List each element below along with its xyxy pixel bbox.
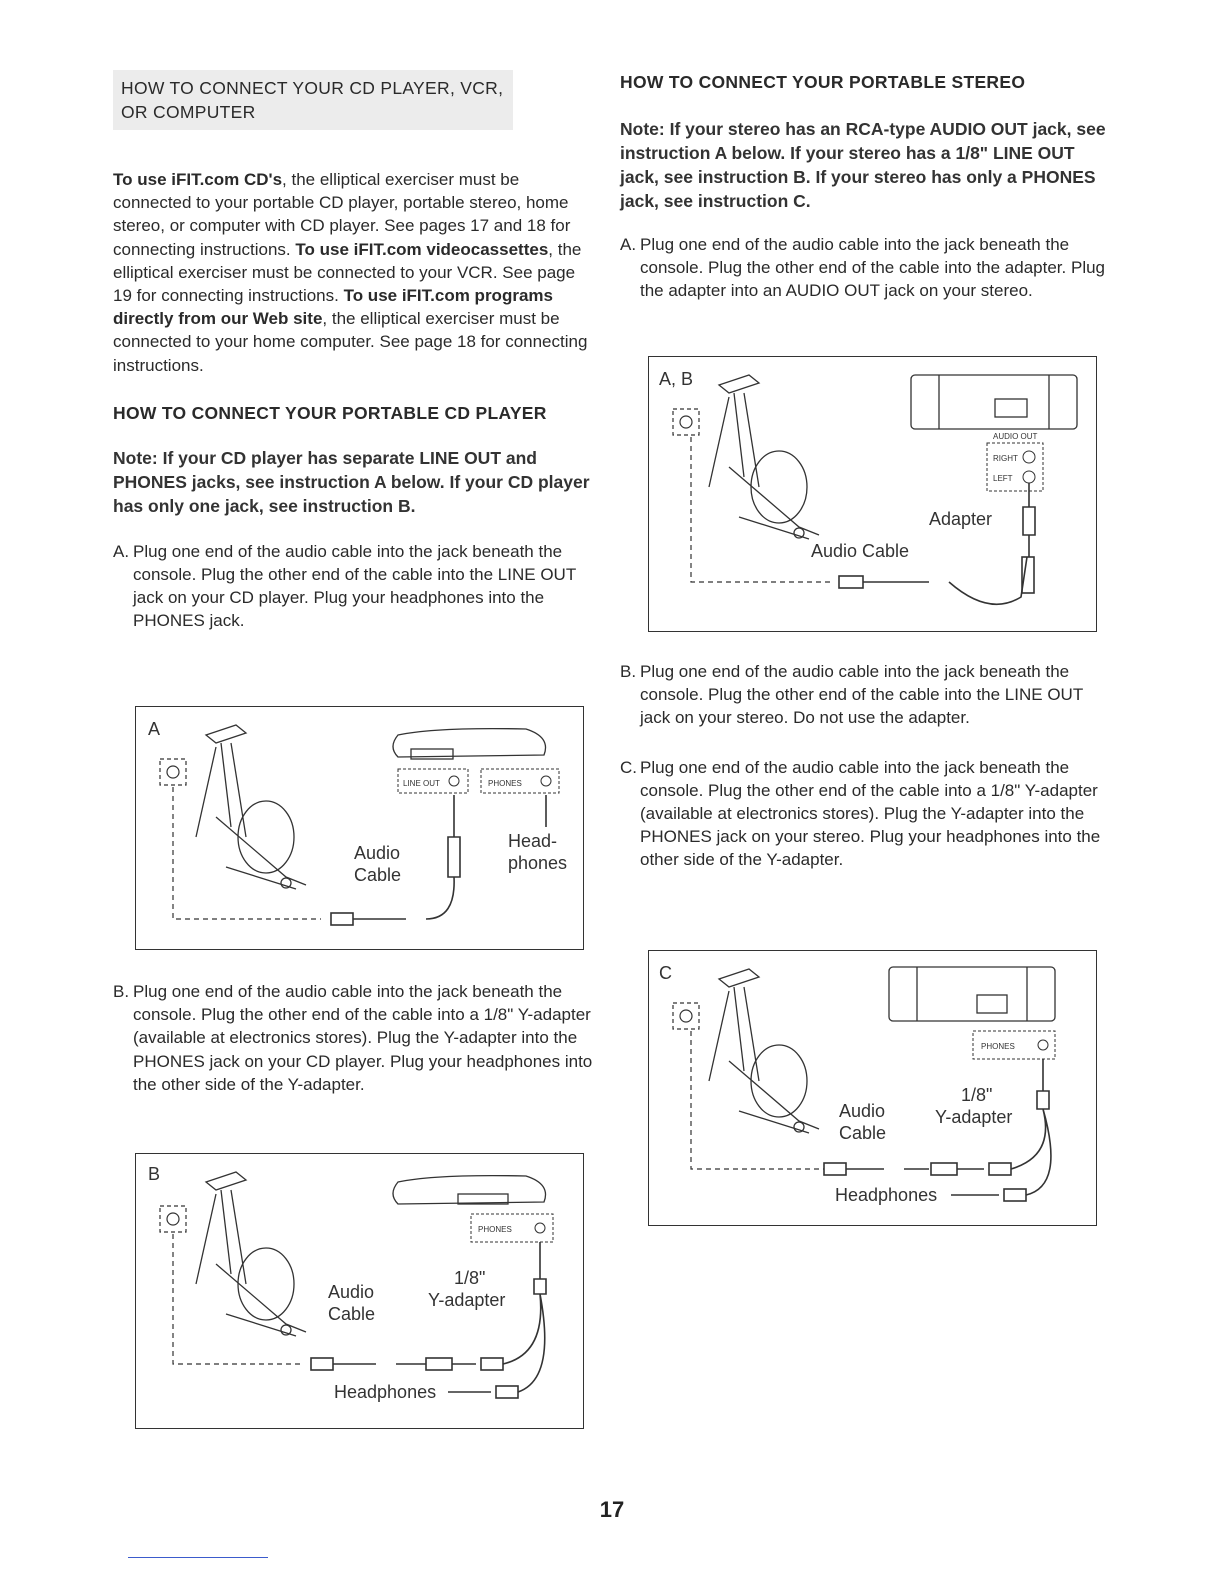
phones-jack-icon <box>541 776 551 786</box>
left-column <box>113 70 593 633</box>
eighth-inch-label: 1/8" <box>454 1268 486 1288</box>
line-out-label: LINE OUT <box>403 779 440 788</box>
instruction-label: B. <box>113 982 130 1001</box>
console-jack-icon <box>160 1206 186 1232</box>
figure-letter: B <box>148 1164 161 1184</box>
cd-player-icon <box>393 729 546 759</box>
figure-stereo-ab <box>648 356 1097 632</box>
line-out-jack-icon <box>449 776 459 786</box>
instruction-text: Plug one end of the audio cable into the jack beneath the console. Plug the other end of the cable into the adapter. Plug the adapter into an AUDIO OUT jack on your stereo. <box>640 235 1106 301</box>
cable-label: Cable <box>354 865 402 885</box>
intro-bold-1: To use iFIT.com CD's <box>113 170 283 189</box>
phones-jack-icon <box>1038 1040 1048 1050</box>
audio-out-jack-box <box>987 443 1043 491</box>
phones-jack-icon <box>535 1223 545 1233</box>
left-jack-icon <box>1023 471 1035 483</box>
cd-player-note: Note: If your CD player has separate LINE OUT and PHONES jacks, see instruction A below. If your CD player has only one jack, see instruction B. <box>113 447 590 516</box>
instruction-text: Plug one end of the audio cable into the jack beneath the console. Plug the other end of the cable into the LINE OUT jack on your stereo. Do not use the adapter. <box>640 662 1083 728</box>
cd-instruction-a <box>113 540 593 633</box>
figure-stereo-c <box>648 950 1097 1226</box>
y-adapter-label: Y-adapter <box>935 1107 1013 1127</box>
audio-label: Audio <box>328 1282 375 1302</box>
figure-cd-b <box>135 1153 584 1429</box>
cd-instruction-b <box>113 980 593 1096</box>
console-jack-icon <box>673 409 699 435</box>
figure-letter: A <box>148 719 161 739</box>
instruction-label: C. <box>620 757 637 777</box>
instruction-text: Plug one end of the audio cable into the jack beneath the console. Plug the other end of the cable into the LINE OUT jack on your CD player. Plug your headphones into the PHONES jack. <box>133 541 576 631</box>
phones-label: PHONES <box>478 1225 512 1234</box>
audio-label: Audio <box>839 1101 886 1121</box>
intro-text-3: , the elliptical exerciser must be connected to your home computer. See page 18 for connecting instructions. <box>113 309 588 375</box>
stereo-icon <box>911 375 1077 429</box>
cable-route-line <box>691 1031 824 1169</box>
stereo-icon <box>889 967 1055 1021</box>
stereo-heading: HOW TO CONNECT YOUR PORTABLE STEREO <box>620 72 1026 92</box>
audio-label: Audio <box>354 843 401 863</box>
headphones-label: Headphones <box>835 1185 938 1205</box>
audio-cable-label: Audio Cable <box>811 541 910 561</box>
figure-letter: C <box>659 963 672 983</box>
intro-bold-2: To use iFIT.com videocassettes <box>295 239 549 259</box>
cable-route-line <box>173 787 321 919</box>
figure-cd-a <box>135 706 584 950</box>
right-channel-label: RIGHT <box>993 454 1018 463</box>
section-title-line1: HOW TO CONNECT YOUR CD PLAYER, VCR, <box>121 78 504 98</box>
cd-instruction-b-wrap <box>113 980 593 1096</box>
elliptical-exerciser-icon <box>196 1172 306 1336</box>
intro-text-2: , the elliptical exerciser must be connected to your VCR. See page 19 for connecting instructions. <box>113 239 582 306</box>
intro-paragraph <box>113 168 593 377</box>
left-channel-label: LEFT <box>993 474 1013 483</box>
stereo-instruction-b <box>620 660 1106 730</box>
elliptical-exerciser-icon <box>196 725 306 889</box>
instruction-label: B. <box>620 662 637 681</box>
phones-label: PHONES <box>981 1042 1015 1051</box>
phones-label: PHONES <box>488 779 522 788</box>
adapter-label: Adapter <box>929 509 993 529</box>
elliptical-exerciser-icon <box>709 969 819 1133</box>
right-jack-icon <box>1023 451 1035 463</box>
instruction-label: A. <box>113 541 130 561</box>
eighth-inch-label: 1/8" <box>961 1085 993 1105</box>
instruction-label: A. <box>620 235 637 254</box>
headphones-label-1: Head- <box>508 831 558 851</box>
cd-player-icon <box>393 1176 546 1204</box>
intro-bold-3: To use iFIT.com programs directly from our Web site <box>113 286 553 329</box>
instruction-text: Plug one end of the audio cable into the jack beneath the console. Plug the other end of the cable into a 1/8" Y-adapter (available at electronics stores). Plug the Y-adapter into the PHONES jack on your CD player. Plug your headphones into the other side of the Y-adapter. <box>133 982 593 1094</box>
elliptical-exerciser-icon <box>709 375 819 539</box>
audio-out-label: AUDIO OUT <box>993 432 1038 441</box>
headphones-label: Headphones <box>334 1382 437 1402</box>
cd-player-heading: HOW TO CONNECT YOUR PORTABLE CD PLAYER <box>113 402 547 423</box>
right-instructions-bc <box>620 660 1106 872</box>
page-number: 17 <box>599 1497 625 1522</box>
console-jack-icon <box>160 759 186 785</box>
stereo-instruction-c <box>620 756 1106 872</box>
cable-label: Cable <box>839 1123 887 1143</box>
stereo-note: Note: If your stereo has an RCA-type AUDIO OUT jack, see instruction A below. If your stereo has a 1/8" LINE OUT jack, see instruction B. If your stereo has only a PHONES jack, see instruction C. <box>620 119 1106 211</box>
stereo-instruction-a <box>620 233 1106 303</box>
cable-label: Cable <box>328 1304 376 1324</box>
intro-text-1: , the elliptical exerciser must be connected to your portable CD player, portable stereo, home stereo, or computer with CD player. See pages 17 and 18 for connecting instructions. <box>113 170 571 259</box>
section-title-box <box>113 70 513 130</box>
footer-rule <box>128 1557 268 1558</box>
console-jack-icon <box>673 1003 699 1029</box>
right-column <box>620 70 1106 303</box>
instruction-text: Plug one end of the audio cable into the jack beneath the console. Plug the other end of the cable into a 1/8" Y-adapter (available at electronics stores). Plug the Y-adapter into the PHONES jack on your stereo. Plug your headphones into the other side of the Y-adapter. <box>640 757 1101 870</box>
figure-letter: A, B <box>659 369 694 389</box>
section-title-line2: OR COMPUTER <box>121 102 256 122</box>
y-adapter-label: Y-adapter <box>428 1290 506 1310</box>
headphones-label-2: phones <box>508 853 568 873</box>
